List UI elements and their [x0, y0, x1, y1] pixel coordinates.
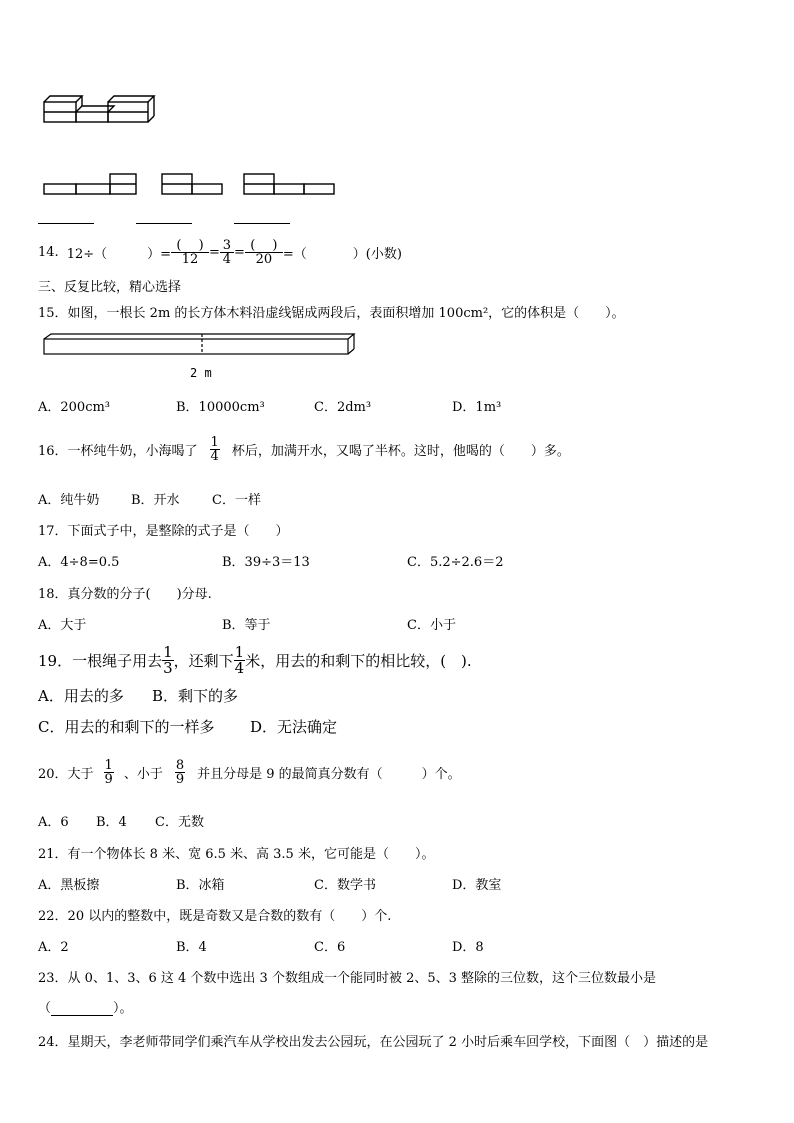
- q21-option-d[interactable]: D．教室: [452, 878, 502, 893]
- q20-option-c[interactable]: C．无数: [155, 815, 204, 830]
- q14-f1-num[interactable]: ( ): [176, 237, 204, 253]
- q16-pre: 16．一杯纯牛奶，小海喝了: [38, 443, 198, 459]
- question-15: 15．如图，一根长 2m 的长方体木料沿虚线锯成两段后，表面积增加 100cm²，它的体积是（ ）。: [38, 306, 625, 321]
- q19-f2-den: 4: [234, 658, 245, 677]
- q19-mid: ，还剩下: [173, 651, 234, 670]
- q20-f1-num: 1: [104, 757, 113, 773]
- q19-fraction-1: [162, 642, 174, 677]
- q23-answer-open: （: [38, 1001, 52, 1016]
- q16-option-b[interactable]: B．开水: [131, 493, 180, 508]
- q23-answer-close: ）。: [113, 1001, 133, 1016]
- q15-option-a[interactable]: A．200cm³: [38, 400, 111, 415]
- wood-beam-figure: [42, 332, 358, 358]
- q18-option-c[interactable]: C．小于: [407, 618, 456, 633]
- q14-tail-open: =（: [282, 246, 307, 262]
- q14-fraction-3: [245, 239, 283, 266]
- q22-option-c[interactable]: C．6: [314, 940, 346, 955]
- q22-option-b[interactable]: B．4: [176, 940, 207, 955]
- q14-f2-den: 4: [220, 252, 234, 266]
- q20-fraction-2: [175, 759, 185, 786]
- question-22: 22．20 以内的整数中，既是奇数又是合数的数有（ ）个.: [38, 909, 392, 924]
- q19-post: 米，用去的和剩下的相比较，( ).: [245, 651, 472, 670]
- answer-blank-2[interactable]: [136, 209, 192, 224]
- q15-option-c[interactable]: C．2dm³: [314, 400, 372, 415]
- q18-option-a[interactable]: A．大于: [38, 618, 87, 633]
- q20-fraction-1: [104, 759, 114, 786]
- q22-option-a[interactable]: A．2: [38, 940, 69, 955]
- q14-number: 14.: [38, 244, 59, 260]
- q19-option-a[interactable]: A．用去的多: [38, 687, 124, 705]
- q19-f1-den: 3: [163, 658, 173, 677]
- question-16: [38, 430, 570, 468]
- q21-option-b[interactable]: B．冰箱: [176, 878, 225, 893]
- q14-f1-den: 12: [171, 252, 209, 266]
- answer-blank-1[interactable]: [38, 209, 94, 224]
- q19-pre: 19．一根绳子用去: [38, 651, 163, 670]
- q14-eq-2: =: [233, 244, 245, 260]
- three-view-figures: [40, 172, 340, 198]
- q16-f-num: 1: [210, 434, 219, 450]
- q14-eq-1: =: [209, 244, 220, 260]
- q14-fraction-2: [220, 239, 234, 266]
- section-3-title: 三、反复比较，精心选择: [38, 280, 182, 295]
- question-14: [38, 232, 402, 272]
- question-18: 18．真分数的分子( )分母.: [38, 587, 212, 602]
- q20-f2-num: 8: [175, 757, 185, 773]
- q14-f3-den: 20: [245, 252, 283, 266]
- q18-option-b[interactable]: B．等于: [222, 618, 271, 633]
- q14-close-eq: ）=: [147, 246, 172, 262]
- q19-option-c[interactable]: C．用去的和剩下的一样多: [38, 718, 215, 736]
- q21-option-c[interactable]: C．数学书: [314, 878, 376, 893]
- q17-option-a[interactable]: A．4÷8=0.5: [38, 555, 120, 570]
- beam-length-label: 2 m: [190, 366, 212, 380]
- q20-option-a[interactable]: A．6: [38, 815, 69, 830]
- q16-option-c[interactable]: C．一样: [212, 493, 261, 508]
- q14-f2-num: 3: [222, 237, 232, 253]
- question-21: 21．有一个物体长 8 米、宽 6.5 米、高 3.5 米，它可能是（ ）。: [38, 847, 435, 862]
- q16-post: 杯后，加满开水，又喝了半杯。这时，他喝的（ ）多。: [231, 443, 570, 459]
- q20-f1-den: 9: [104, 771, 113, 787]
- q19-f2-num: 1: [234, 642, 245, 661]
- q22-option-d[interactable]: D．8: [452, 940, 484, 955]
- q14-lead: 12÷（: [66, 246, 108, 262]
- q15-option-b[interactable]: B．10000cm³: [176, 400, 265, 415]
- answer-blank-3[interactable]: [234, 209, 290, 224]
- q14-fraction-1: [171, 239, 209, 266]
- q23-answer: [38, 997, 133, 1016]
- q14-f3-num[interactable]: ( ): [250, 237, 278, 253]
- q20-f2-den: 9: [175, 771, 185, 787]
- question-20: [38, 752, 461, 792]
- q20-pre: 20．大于: [38, 766, 94, 782]
- q20-mid: 、小于: [123, 766, 163, 782]
- q15-option-d[interactable]: D．1m³: [452, 400, 502, 415]
- q16-option-a[interactable]: A．纯牛奶: [38, 493, 100, 508]
- q19-f1-num: 1: [163, 642, 173, 661]
- q16-fraction: [210, 436, 220, 463]
- question-24: 24．星期天，李老师带同学们乘汽车从学校出发去公园玩，在公园玩了 2 小时后乘车回学校，下面图（ ）描述的是: [38, 1035, 709, 1050]
- q17-option-c[interactable]: C．5.2÷2.6＝2: [407, 555, 504, 570]
- q23-answer-blank[interactable]: [51, 1000, 113, 1016]
- question-17: 17．下面式子中，是整除的式子是（ ）: [38, 524, 289, 539]
- q20-post: 并且分母是 9 的最简真分数有（ ）个。: [197, 766, 461, 782]
- q17-option-b[interactable]: B．39÷3＝13: [222, 555, 310, 570]
- question-23: 23．从 0、1、3、6 这 4 个数中选出 3 个数组成一个能同时被 2、5、3 整除的三位数，这个三位数最小是: [38, 971, 657, 986]
- q19-fraction-2: [234, 642, 246, 677]
- q14-tail-close: ）(小数): [352, 246, 402, 262]
- q21-option-a[interactable]: A．黑板擦: [38, 878, 100, 893]
- q19-option-b[interactable]: B．剩下的多: [152, 687, 239, 705]
- cuboid-stack-figure: [40, 94, 160, 124]
- q19-option-d[interactable]: D．无法确定: [250, 718, 338, 736]
- q20-option-b[interactable]: B．4: [96, 815, 127, 830]
- q16-f-den: 4: [210, 448, 219, 464]
- question-19: [38, 642, 472, 678]
